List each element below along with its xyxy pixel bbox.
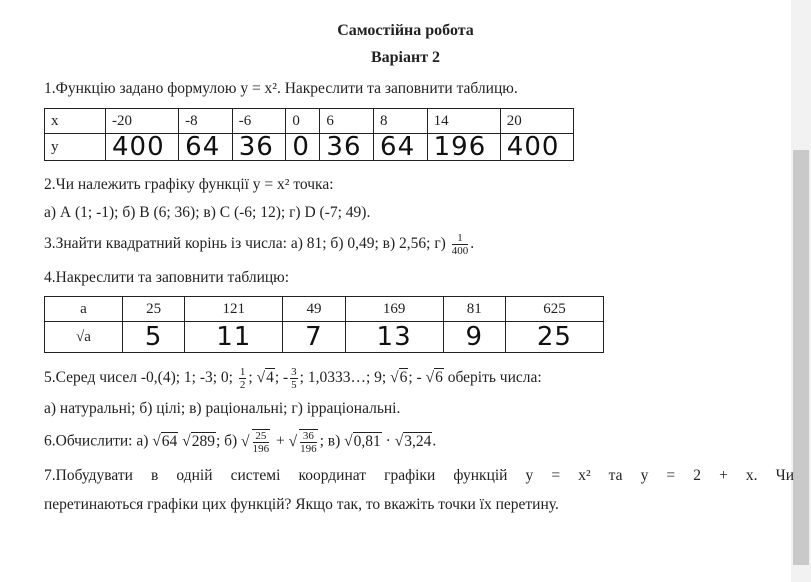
handwritten-answer: 64: [179, 134, 233, 161]
task3-text: [44, 232, 474, 257]
task5-prefix: 5.Серед чисел -0,(4); 1; -3; 0;: [44, 369, 233, 387]
table-cell: 14: [427, 109, 500, 134]
task2-options: а) А (1; -1); б) В (6; 36); в) С (-6; 12); г) D (-7; 49).: [44, 204, 371, 221]
task6-prefix: 6.Обчислити: а): [44, 432, 149, 450]
fraction-denominator: 2: [239, 379, 246, 391]
task7-line2: перетинаються графіки цих функцій? Якщо так, то вкажіть точки їх перетину.: [44, 496, 559, 513]
sqrt-expression: √ $\frac{25}{196}$: [241, 430, 270, 455]
task6-end: .: [432, 432, 437, 450]
table-cell: -20: [106, 109, 179, 134]
handwritten-answer: 0: [286, 134, 320, 161]
table-cell: 20: [500, 109, 573, 134]
sqrt-expression: √4: [256, 369, 274, 387]
handwritten-answer: 7: [283, 322, 345, 353]
sqrt-expression: √289: [182, 432, 215, 450]
handwritten-answer: 400: [500, 134, 573, 161]
sqrt-expression: √6: [390, 369, 408, 387]
task5-text: 5.Серед чисел -0,(4); 1; -3; 0; $\frac{1}{2}$ ; √4; - $\frac{3}{5}$ ; 1,0333…; 9; √6; - √6 оберіть числа:: [44, 366, 542, 391]
radicand: 3,24: [404, 432, 432, 450]
sqrt-expression: √64: [152, 432, 178, 450]
table-cell: -8: [179, 109, 233, 134]
fraction-denominator: 196: [252, 443, 270, 455]
fraction: [252, 429, 271, 455]
dot-sign: ·: [385, 432, 391, 450]
task6-c: ; в): [319, 432, 341, 450]
task5-options: а) натуральні; б) цілі; в) раціональні; г) ірраціональні.: [44, 400, 401, 417]
plus-sign: +: [275, 432, 285, 450]
table-cell: 121: [185, 297, 283, 322]
page-title: Самостійна робота: [337, 22, 474, 39]
task7-line1: 7.Побудувати в одній системі координат графіки функцій у = х² та у = 2 + х. Чи: [44, 467, 794, 484]
scrollbar-thumb[interactable]: [793, 150, 809, 565]
fraction: [290, 366, 298, 391]
variant-title: Варіант 2: [370, 49, 441, 66]
task3-end: .: [470, 235, 475, 253]
task4-text: 4.Накреслити та заповнити таблицю:: [44, 269, 290, 286]
fraction-numerator: 3: [291, 366, 297, 378]
sqrt-expression: √0,81: [344, 432, 381, 450]
handwritten-answer: 9: [443, 322, 505, 353]
table-cell: 0: [286, 109, 320, 134]
radicand: 4: [266, 369, 274, 387]
table-row: [45, 134, 574, 161]
task6-b: ; б): [215, 432, 238, 450]
task5-middle: ; 1,0333…; 9;: [299, 369, 387, 387]
handwritten-answer: 13: [345, 322, 443, 353]
task4-table: [44, 296, 604, 353]
table-cell: 169: [345, 297, 443, 322]
task5-suffix: оберіть числа:: [447, 369, 542, 387]
table-cell: √a: [45, 322, 123, 353]
handwritten-answer: 64: [374, 134, 428, 161]
handwritten-answer: 11: [185, 322, 283, 353]
fraction-denominator: 196: [300, 443, 317, 455]
radicand: 64: [161, 432, 178, 450]
radicand: 289: [191, 432, 215, 450]
table-cell: a: [45, 297, 123, 322]
handwritten-answer: 25: [505, 322, 603, 353]
handwritten-answer: 5: [123, 322, 185, 353]
table-row: [45, 109, 574, 134]
task2-text: 2.Чи належить графіку функції у = х² точка:: [44, 176, 334, 193]
table-cell: 6: [320, 109, 374, 134]
fraction-numerator: 25: [253, 430, 270, 443]
fraction-denominator: 400: [451, 245, 469, 257]
radicand: 6: [435, 369, 443, 387]
task1-text: 1.Функцію задано формулою у = х². Накреслити та заповнити таблицю.: [44, 80, 518, 97]
table-cell: x: [45, 109, 106, 134]
table-row: [45, 297, 604, 322]
sqrt-expression: √3,24: [394, 432, 432, 450]
fraction: [452, 232, 469, 257]
task6-text: [44, 429, 436, 455]
table-row: [45, 322, 604, 353]
sqrt-expression: √ $\frac{36}{196}$: [288, 430, 317, 455]
radicand: 6: [399, 369, 408, 387]
table-cell: -6: [232, 109, 286, 134]
table-cell: 25: [123, 297, 185, 322]
table-cell: 625: [505, 297, 603, 322]
fraction-numerator: 1: [239, 366, 246, 378]
task3-prefix: 3.Знайти квадратний корінь із числа: а) 81; б) 0,49; в) 2,56; г): [44, 235, 446, 253]
fraction-denominator: 5: [291, 379, 297, 391]
table-cell: 8: [374, 109, 428, 134]
radicand: 0,81: [353, 432, 381, 450]
handwritten-answer: 36: [320, 134, 374, 161]
fraction-numerator: 36: [300, 430, 317, 443]
sqrt-expression: √6: [425, 369, 443, 387]
task1-table: [44, 108, 574, 161]
handwritten-answer: 36: [232, 134, 286, 161]
fraction-numerator: 1: [452, 232, 469, 245]
table-cell: 81: [443, 297, 505, 322]
table-cell: 49: [283, 297, 345, 322]
table-cell: y: [45, 134, 106, 161]
handwritten-answer: 196: [427, 134, 500, 161]
fraction: [239, 366, 247, 391]
handwritten-answer: 400: [106, 134, 179, 161]
fraction: [299, 429, 318, 455]
